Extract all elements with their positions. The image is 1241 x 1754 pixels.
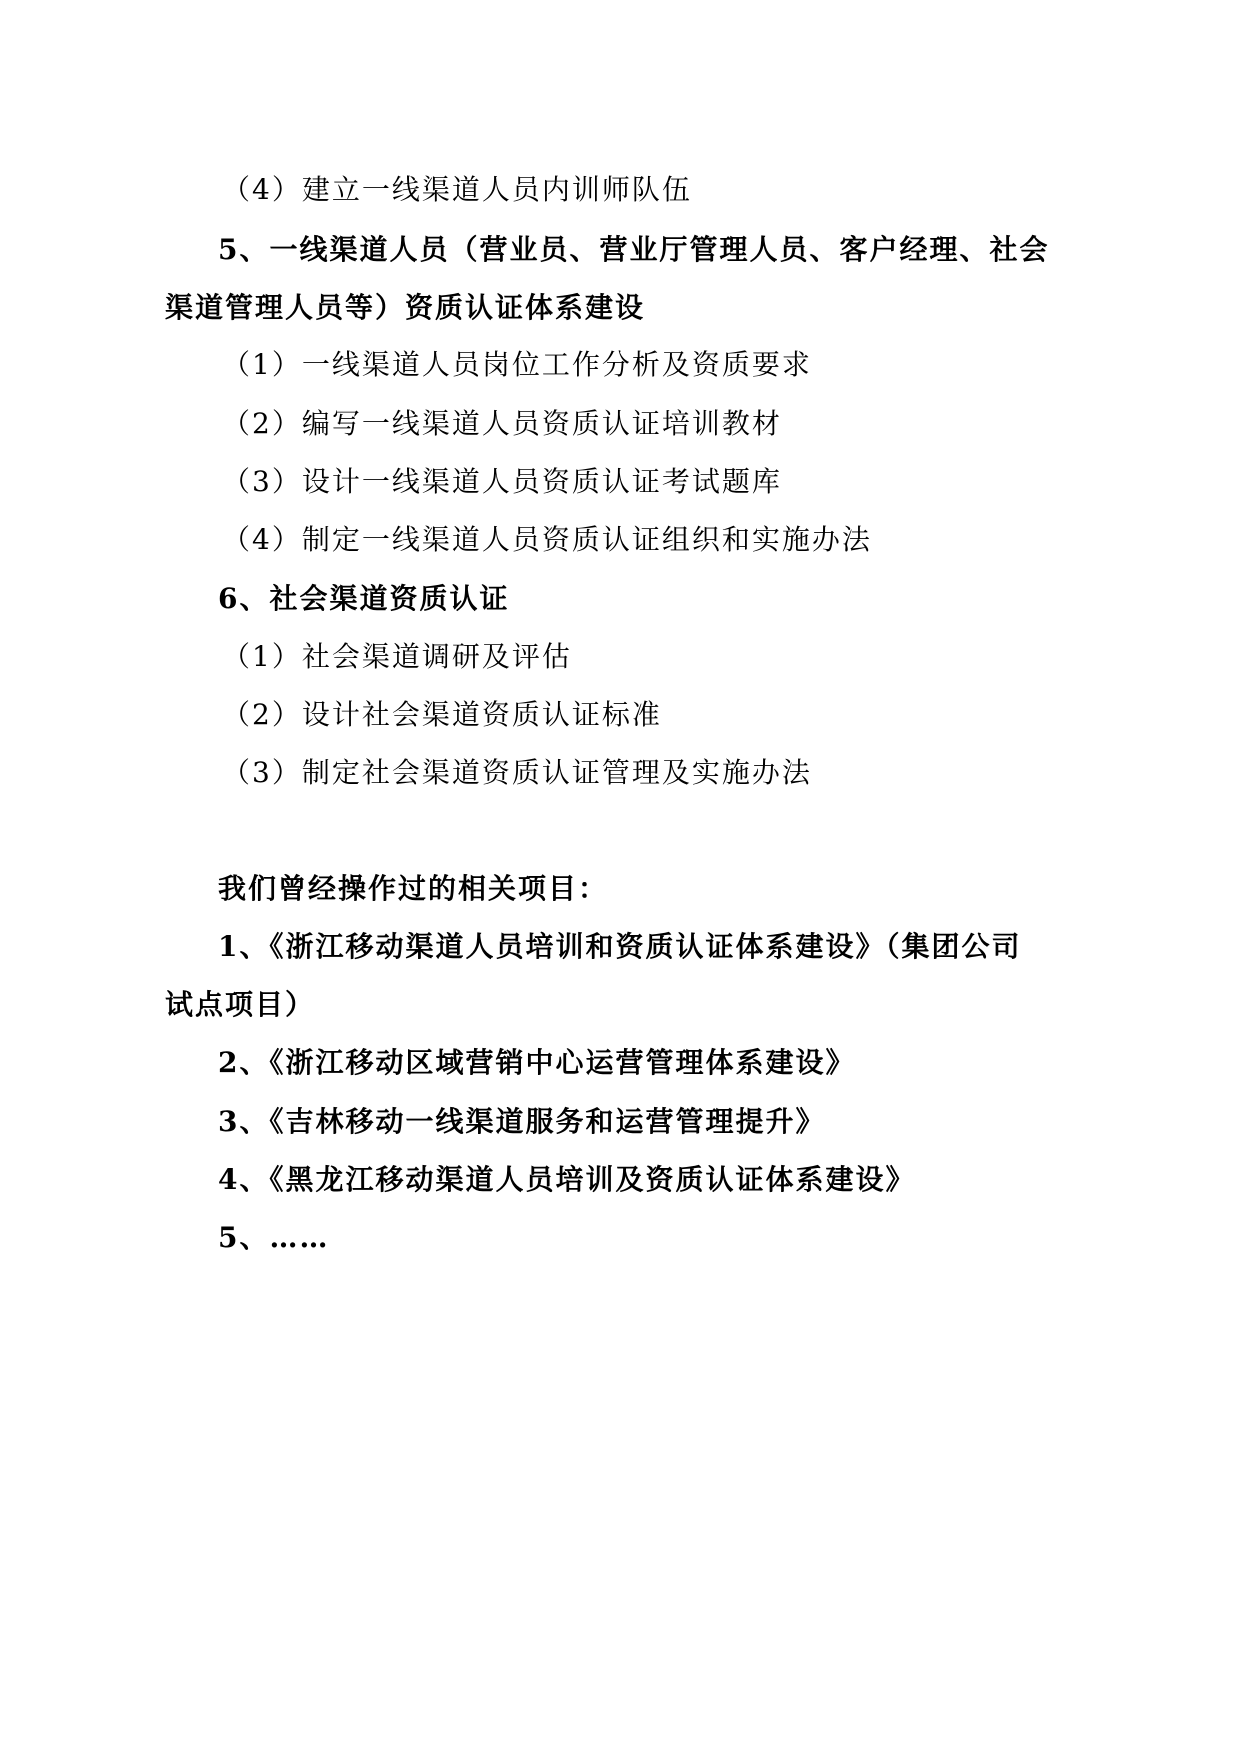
section-heading-5-line-1: 5、一线渠道人员（营业员、营业厅管理人员、客户经理、社会 bbox=[218, 233, 1050, 266]
project-2: 2、《浙江移动区域营销中心运营管理体系建设》 bbox=[218, 1046, 856, 1079]
project-4: 4、《黑龙江移动渠道人员培训及资质认证体系建设》 bbox=[218, 1163, 916, 1196]
list-item-5-1: （1）一线渠道人员岗位工作分析及资质要求 bbox=[222, 348, 812, 381]
list-item-6-3: （3）制定社会渠道资质认证管理及实施办法 bbox=[222, 756, 812, 789]
list-item-5-2: （2）编写一线渠道人员资质认证培训教材 bbox=[222, 407, 782, 440]
list-item-6-2: （2）设计社会渠道资质认证标准 bbox=[222, 698, 662, 731]
list-item-4-build-trainer-team: （4）建立一线渠道人员内训师队伍 bbox=[222, 173, 692, 206]
section-heading-6: 6、社会渠道资质认证 bbox=[218, 582, 510, 615]
project-1-line-2: 试点项目） bbox=[165, 988, 316, 1021]
section-heading-5-line-2: 渠道管理人员等）资质认证体系建设 bbox=[165, 291, 646, 324]
project-1-line-1: 1、《浙江移动渠道人员培训和资质认证体系建设》（集团公司 bbox=[218, 930, 1022, 963]
list-item-5-3: （3）设计一线渠道人员资质认证考试题库 bbox=[222, 465, 782, 498]
list-item-6-1: （1）社会渠道调研及评估 bbox=[222, 640, 572, 673]
projects-heading: 我们曾经操作过的相关项目： bbox=[218, 872, 609, 905]
project-5-ellipsis: 5、…… bbox=[218, 1221, 330, 1254]
project-3: 3、《吉林移动一线渠道服务和运营管理提升》 bbox=[218, 1105, 826, 1138]
list-item-5-4: （4）制定一线渠道人员资质认证组织和实施办法 bbox=[222, 523, 872, 556]
